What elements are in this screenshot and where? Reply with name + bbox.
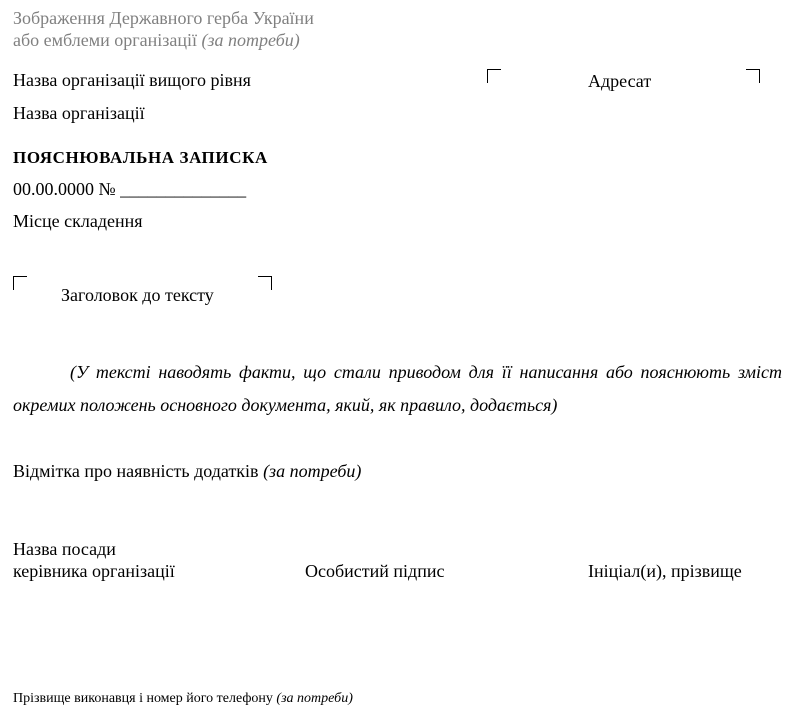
higher-organization-name: Назва організації вищого рівня [13, 70, 251, 90]
addressee-corner-right [746, 69, 760, 83]
signatory-position-line1: Назва посади [13, 539, 116, 559]
personal-signature-label: Особистий підпис [305, 561, 445, 581]
attachments-note [13, 460, 361, 482]
document-date-number: 00.00.0000 № ______________ [13, 179, 247, 199]
emblem-line1-text: Зображення Державного герба України [13, 8, 314, 28]
attachments-optional-note: (за потреби) [263, 461, 362, 481]
heading-corner-right [258, 276, 272, 290]
executor-info [13, 690, 353, 708]
document-title: ПОЯСНЮВАЛЬНА ЗАПИСКА [13, 148, 268, 167]
attachments-note-text: Відмітка про наявність додатків [13, 461, 264, 481]
document-body-text: (У тексті наводять факти, що стали приводом для її написання або пояснюють зміст окремих положень основного документа, який, як правило, додається) [13, 362, 782, 415]
emblem-optional-note: (за потреби) [201, 30, 300, 50]
organization-name: Назва організації [13, 103, 145, 123]
emblem-placeholder-line2 [13, 29, 300, 51]
addressee-corner-left [487, 69, 501, 83]
signatory-name-label: Ініціал(и), прізвище [588, 561, 742, 581]
text-heading: Заголовок до тексту [61, 285, 214, 305]
emblem-placeholder-line1 [13, 7, 314, 29]
signatory-position-line2: керівника організації [13, 561, 175, 581]
executor-optional-note: (за потреби) [276, 691, 353, 706]
heading-corner-left [13, 276, 27, 290]
executor-info-text: Прізвище виконавця і номер його телефону [13, 691, 277, 706]
addressee-label: Адресат [588, 71, 652, 91]
document-place: Місце складення [13, 211, 143, 231]
emblem-line2-text: або емблеми організації [13, 30, 202, 50]
